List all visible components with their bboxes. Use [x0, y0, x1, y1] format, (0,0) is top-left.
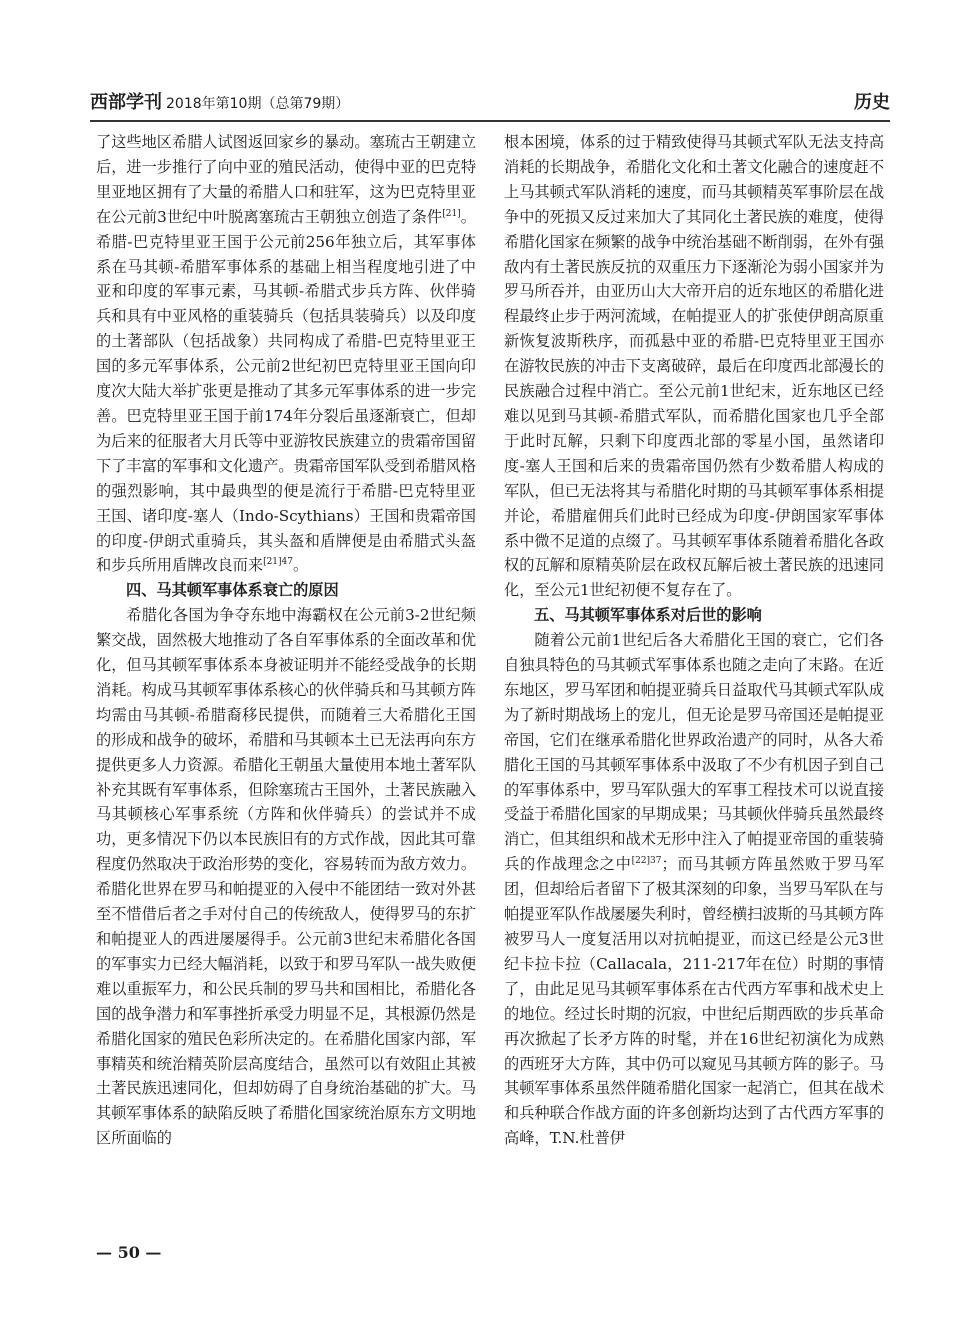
- journal-name: 西部学刊: [90, 92, 162, 113]
- paragraph: [504, 628, 884, 1151]
- paragraph-text: 随着公元前1世纪后各大希腊化王国的衰亡，它们各自独具特色的马其顿式军事体系也随之走向了末路。在近东地区，罗马军团和帕提亚骑兵日益取代马其顿式军队成为了新时期战场上的宠儿，但无论是罗马帝国还是帕提亚帝国，它们在继承希腊化世界政治遗产的同时，从各大希腊化王国的马其顿军事体系中汲取了不少有机因子到自己的军事体系中，罗马军队强大的军事工程技术可以说直接受益于希腊化国家的早期成果；马其顿伙伴骑兵虽然最终消亡，但其组织和战术无形中注入了帕提亚帝国的重装骑兵的作战理念之中: [504, 631, 884, 874]
- section-heading-4: 四、马其顿军事体系衰亡的原因: [126, 581, 339, 600]
- paragraph: [96, 130, 476, 578]
- section-label: 历史: [854, 92, 890, 113]
- right-column: [504, 130, 884, 1220]
- citation: [21]47: [263, 557, 293, 568]
- paragraph-text: 了这些地区希腊人试图返回家乡的暴动。塞琉古王朝建立后，进一步推行了向中亚的殖民活动，使得中亚的巴克特里亚地区拥有了大量的希腊人口和驻军，这为巴克特里亚在公元前3世纪中叶脱离塞琉古王朝独立创造了条件: [96, 133, 476, 226]
- citation: [21]: [442, 208, 461, 219]
- citation: [22]37: [631, 856, 662, 867]
- paragraph: 希腊化各国为争夺东地中海霸权在公元前3-2世纪频繁交战，固然极大地推动了各自军事体系的全面改革和优化，但马其顿军事体系本身被证明并不能经受战争的长期消耗。构成马其顿军事体系核心的伙伴骑兵和马其顿方阵均需由马其顿-希腊裔移民提供，而随着三大希腊化王国的形成和战争的破坏，希腊和马其顿本土已无法再向东方提供更多人力资源。希腊化王朝虽大量使用本地土著军队补充其既有军事体系，但除塞琉古王国外，土著民族融入马其顿核心军事系统（方阵和伙伴骑兵）的尝试并不成功，更多情况下仍以本民族旧有的方式作战，因此其可靠程度仍然取决于政治形势的变化，容易转而为敌方效力。希腊化世界在罗马和帕提亚的入侵中不能团结一致对外甚至不惜借后者之手对付自己的传统敌人，使得罗马的东扩和帕提亚人的西进屡屡得手。公元前3世纪末希腊化各国的军事实力已经大幅消耗，以致于和罗马军队一战失败便难以重振军力，和公民兵制的罗马共和国相比，希腊化各国的战争潜力和军事挫折承受力明显不足，其根源仍然是希腊化国家的殖民色彩所决定的。在希腊化国家内部，军事精英和统治精英阶层高度结合，虽然可以有效阻止其被土著民族迅速同化，但却妨碍了自身统治基础的扩大。马其顿军事体系的缺陷反映了希腊化国家统治原东方文明地区所面临的: [96, 606, 476, 1148]
- paragraph-text: 。: [293, 556, 309, 575]
- header-rule: [90, 120, 890, 122]
- page-number: — 50 —: [96, 1243, 162, 1262]
- left-column: [96, 130, 476, 1220]
- journal-title: [90, 88, 349, 114]
- section-heading-5: 五、马其顿军事体系对后世的影响: [534, 606, 762, 625]
- paragraph: 根本困境，体系的过于精致使得马其顿式军队无法支持高消耗的长期战争，希腊化文化和土著文化融合的速度赶不上马其顿式军队消耗的速度，而马其顿精英军事阶层在战争中的死损又反过来加大了其同化土著民族的难度，使得希腊化国家在频繁的战争中统治基础不断削弱，在外有强敌内有土著民族反抗的双重压力下逐渐沦为弱小国家并为罗马所吞并，由亚历山大大帝开启的近东地区的希腊化进程最终止步于两河流域，在帕提亚人的扩张使伊朗高原重新恢复波斯秩序，而孤悬中亚的希腊-巴克特里亚王国亦在游牧民族的冲击下支离破碎，最后在印度西北部漫长的民族融合过程中消亡。至公元前1世纪末，近东地区已经难以见到马其顿-希腊式军队，而希腊化国家也几乎全部于此时瓦解，只剩下印度西北部的零星小国，虽然诸印度-塞人王国和后来的贵霜帝国仍然有少数希腊人构成的军队，但已无法将其与希腊化时期的马其顿军事体系相提并论，希腊雇佣兵们此时已经成为印度-伊朗国家军事体系中微不足道的点缀了。马其顿军事体系随着希腊化各政权的瓦解和原精英阶层在政权瓦解后被土著民族的迅速同化，至公元1世纪初便不复存在了。: [504, 133, 884, 600]
- page-header: [90, 88, 890, 118]
- issue-info: 2018年第10期（总第79期）: [166, 96, 350, 112]
- paragraph-text: 。希腊-巴克特里亚王国于公元前256年独立后，其军事体系在马其顿-希腊军事体系的基础上相当程度地引进了中亚和印度的军事元素，马其顿-希腊式步兵方阵、伙伴骑兵和具有中亚风格的重装骑兵（包括具装骑兵）以及印度的土著部队（包括战象）共同构成了希腊-巴克特里亚王国的多元军事体系，公元前2世纪初巴克特里亚王国向印度次大陆大举扩张更是推动了其多元军事体系的进一步完善。巴克特里亚王国于前174年分裂后虽逐渐衰亡，但却为后来的征服者大月氏等中亚游牧民族建立的贵霜帝国留下了丰富的军事和文化遗产。贵霜帝国军队受到希腊风格的强烈影响，其中最典型的便是流行于希腊-巴克特里亚王国、诸印度-塞人（Indo-Scythians）王国和贵霜帝国的印度-伊朗式重骑兵，其头盔和盾牌便是由希腊式头盔和步兵所用盾牌改良而来: [96, 207, 476, 575]
- paragraph-text: ；而马其顿方阵虽然败于罗马军团，但却给后者留下了极其深刻的印象，当罗马军队在与帕提亚军队作战屡屡失利时，曾经横扫波斯的马其顿方阵被罗马人一度复活用以对抗帕提亚，而这已经是公元3世纪卡拉卡拉（Callacala，211-217年在位）时期的事情了，由此足见马其顿军事体系在古代西方军事和战术史上的地位。经过长时期的沉寂，中世纪后期西欧的步兵革命再次掀起了长矛方阵的时髦，并在16世纪初演化为成熟的西班牙大方阵，其中仍可以窥见马其顿方阵的影子。马其顿军事体系虽然伴随希腊化国家一起消亡，但其在战术和兵种联合作战方面的许多创新均达到了古代西方军事的高峰，T.N.杜普伊: [504, 855, 884, 1148]
